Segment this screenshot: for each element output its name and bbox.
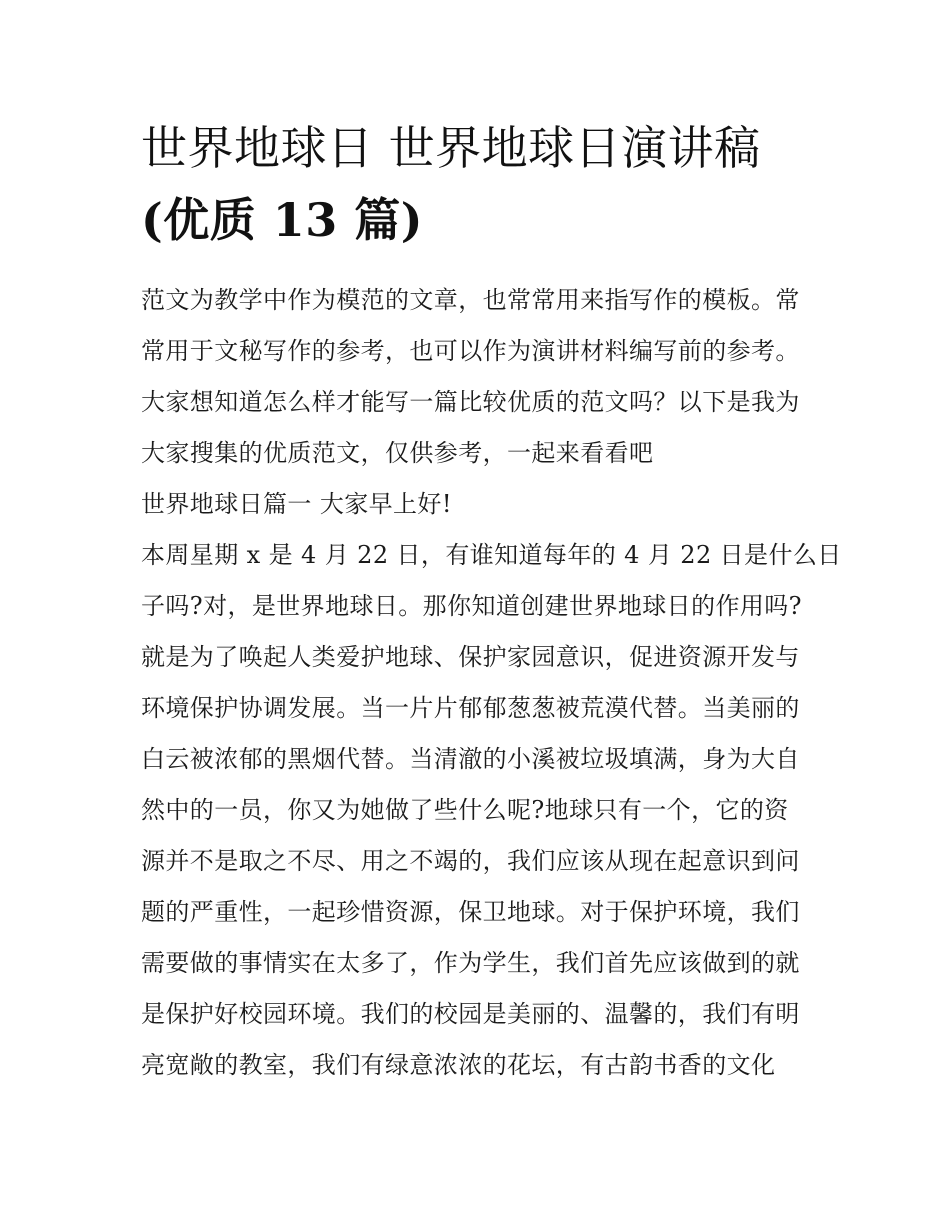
text-line: 范文为教学中作为模范的文章，也常常用来指写作的模板。常 xyxy=(141,286,800,314)
text-line: 题的严重性，一起珍惜资源，保卫地球。对于保护环境，我们 xyxy=(141,898,800,926)
document-title xyxy=(141,112,821,256)
text-line: 是保护好校园环境。我们的校园是美丽的、温馨的，我们有明 xyxy=(141,1000,800,1028)
text-line: 子吗?对，是世界地球日。那你知道创建世界地球日的作用吗? xyxy=(141,592,802,620)
text-line: 源并不是取之不尽、用之不竭的，我们应该从现在起意识到问 xyxy=(141,847,800,875)
text-line: 本周星期 x 是 4 月 22 日，有谁知道每年的 4 月 22 日是什么日 xyxy=(141,541,842,569)
text-line: 就是为了唤起人类爱护地球、保护家园意识，促进资源开发与 xyxy=(141,643,800,671)
text-line: 需要做的事情实在太多了，作为学生，我们首先应该做到的就 xyxy=(141,949,800,977)
text-line: 大家想知道怎么样才能写一篇比较优质的范文吗？以下是我为 xyxy=(141,388,800,416)
section-heading-line: 世界地球日篇一 大家早上好! xyxy=(141,490,452,518)
body-text xyxy=(141,280,842,1096)
text-line: 然中的一员，你又为她做了些什么呢?地球只有一个，它的资 xyxy=(141,796,789,824)
text-line: 大家搜集的优质范文，仅供参考，一起来看看吧 xyxy=(141,439,654,467)
text-line: 亮宽敞的教室，我们有绿意浓浓的花坛，有古韵书香的文化 xyxy=(141,1051,776,1079)
title-line-2: (优质 13 篇) xyxy=(141,193,424,247)
text-line: 白云被浓郁的黑烟代替。当清澈的小溪被垃圾填满，身为大自 xyxy=(141,745,800,773)
text-line: 常用于文秘写作的参考，也可以作为演讲材料编写前的参考。 xyxy=(141,337,800,365)
title-line-1: 世界地球日 世界地球日演讲稿 xyxy=(141,121,761,175)
text-line: 环境保护协调发展。当一片片郁郁葱葱被荒漠代替。当美丽的 xyxy=(141,694,800,722)
